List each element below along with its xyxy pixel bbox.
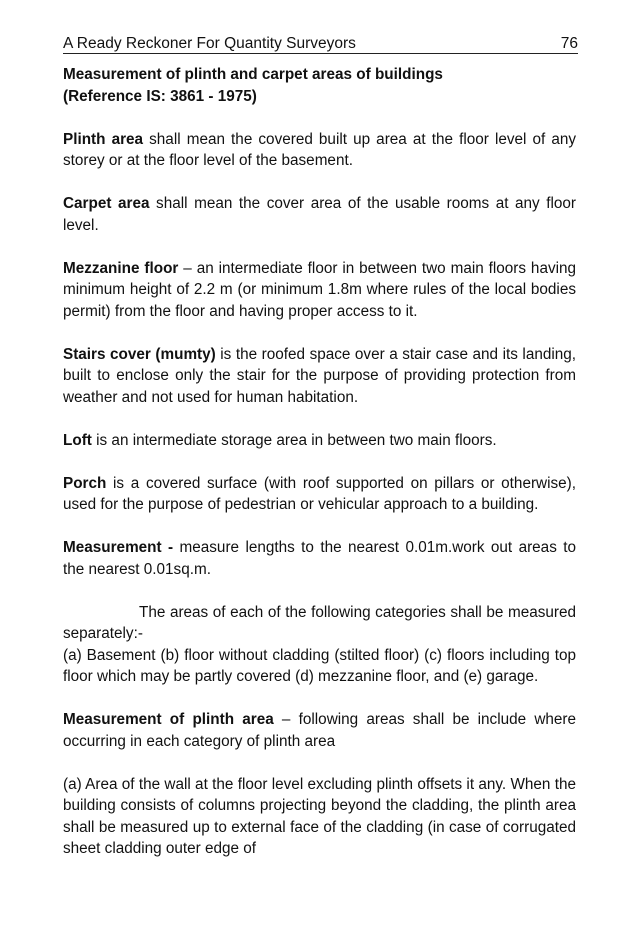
- definition-text: – an intermediate floor in between two main floors having minimum height of 2.2 m (or minimum 1.8m where rules of the local bodies permit) from the floor and having proper access to it.: [63, 259, 577, 320]
- section-title: Measurement of plinth and carpet areas of buildings: [63, 66, 443, 83]
- definition-term: Mezzanine floor: [63, 259, 179, 277]
- definition-loft: [63, 430, 576, 452]
- definition-porch: [63, 473, 576, 516]
- categories-list: (a) Basement (b) floor without cladding (stilted floor) (c) floors including top floor which may be partly covered (d) mezzanine floor, and (e) garage.: [63, 646, 576, 685]
- definition-term: Carpet area: [63, 195, 150, 212]
- page-content: [63, 64, 576, 860]
- plinth-area-heading: [63, 709, 576, 752]
- definition-term: Plinth area: [63, 130, 144, 148]
- definition-plinth-area: [63, 129, 576, 172]
- definition-text: measure lengths to the nearest 0.01m.work out areas to the nearest 0.01sq.m.: [63, 539, 577, 578]
- definition-measurement: [63, 537, 576, 580]
- page-number: 76: [560, 35, 578, 52]
- definition-term: Measurement -: [63, 539, 174, 556]
- definition-text: shall mean the covered built up area at the floor level of any storey or at the floor level of the basement.: [63, 130, 577, 169]
- definition-mezzanine-floor: [63, 258, 576, 323]
- running-header: [63, 34, 578, 54]
- definition-text: is the roofed space over a stair case and its landing, built to enclose only the stair for the purpose of providing protection from weather and not used for human habitation.: [63, 345, 577, 406]
- definition-term: Measurement of plinth area: [63, 711, 274, 728]
- definition-stairs-cover: [63, 344, 576, 409]
- definition-carpet-area: [63, 193, 576, 236]
- definition-text: – following areas shall be include where occurring in each category of plinth area: [63, 711, 576, 750]
- definition-term: Stairs cover (mumty): [63, 345, 216, 363]
- plinth-item-a: (a) Area of the wall at the floor level excluding plinth offsets it any. When the building consists of columns projecting beyond the cladding, the plinth area shall be measured up to external face of the cladding (in case of corrugated sheet cladding outer edge of: [63, 775, 576, 857]
- definition-text: is a covered surface (with roof supported on pillars or otherwise), used for the purpose of pedestrian or vehicular approach to a building.: [63, 474, 576, 513]
- definition-term: Porch: [63, 474, 107, 492]
- header-title: A Ready Reckoner For Quantity Surveyors: [63, 35, 356, 52]
- categories-intro: The areas of each of the following categories shall be measured separately:-: [63, 603, 576, 642]
- definition-text: shall mean the cover area of the usable rooms at any floor level.: [63, 195, 576, 234]
- definition-text: is an intermediate storage area in between two main floors.: [91, 431, 497, 449]
- reference-line: (Reference IS: 3861 - 1975): [63, 87, 257, 105]
- definition-term: Loft: [63, 431, 92, 449]
